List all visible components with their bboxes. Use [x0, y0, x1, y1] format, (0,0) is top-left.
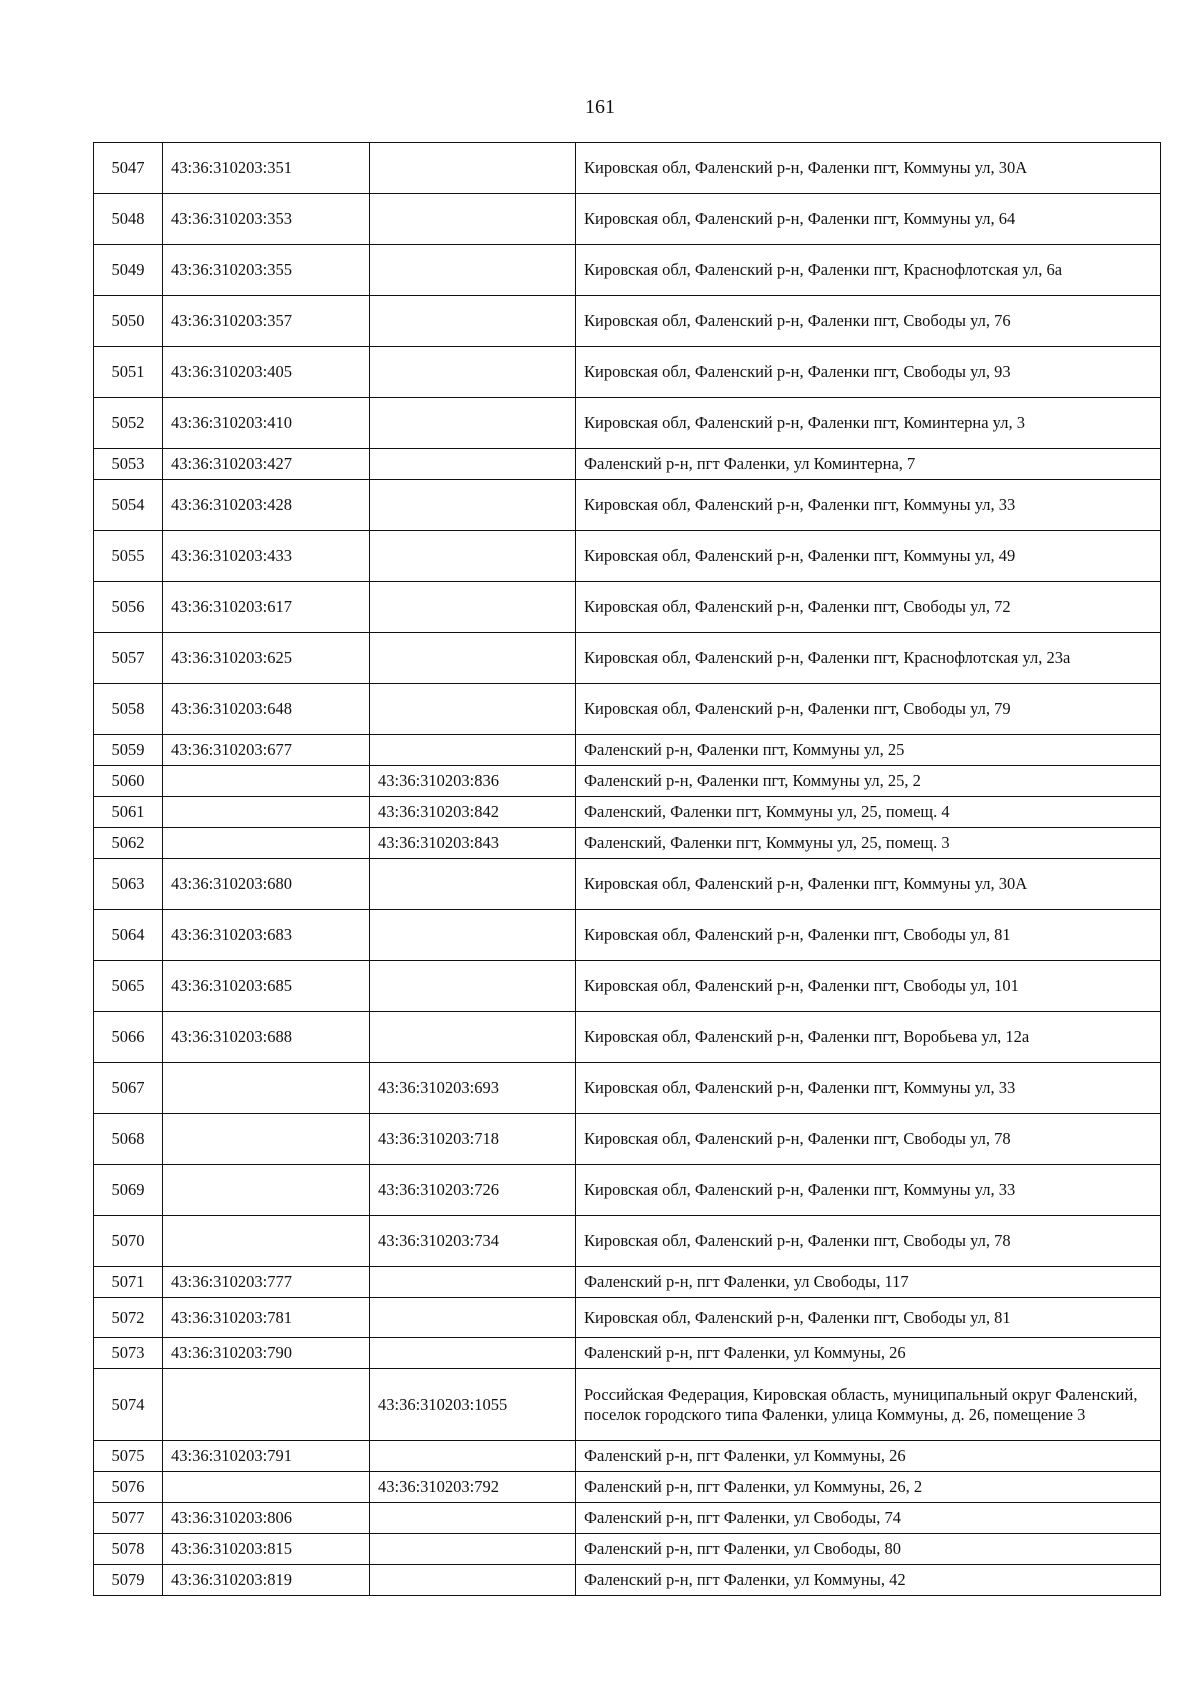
table-row	[94, 296, 1161, 347]
cadastral-number-cell: 43:36:310203:677	[163, 735, 370, 766]
address-cell: Кировская обл, Фаленский р-н, Фаленки пгт, Свободы ул, 78	[576, 1114, 1161, 1165]
table-row	[94, 735, 1161, 766]
address-cell: Кировская обл, Фаленский р-н, Фаленки пгт, Свободы ул, 93	[576, 347, 1161, 398]
address-cell: Кировская обл, Фаленский р-н, Фаленки пгт, Краснофлотская ул, 23а	[576, 633, 1161, 684]
cadastral-number-cell	[163, 1114, 370, 1165]
cadastral-number-cell: 43:36:310203:648	[163, 684, 370, 735]
object-number-cell: 43:36:310203:836	[370, 766, 576, 797]
table-row	[94, 531, 1161, 582]
row-number-cell: 5064	[94, 910, 163, 961]
address-cell: Кировская обл, Фаленский р-н, Фаленки пгт, Свободы ул, 101	[576, 961, 1161, 1012]
object-number-cell	[370, 245, 576, 296]
object-number-cell	[370, 859, 576, 910]
object-number-cell	[370, 398, 576, 449]
cadastral-number-cell	[163, 766, 370, 797]
table-row	[94, 398, 1161, 449]
cadastral-number-cell: 43:36:310203:777	[163, 1267, 370, 1298]
address-cell: Фаленский р-н, пгт Фаленки, ул Свободы, 80	[576, 1534, 1161, 1565]
row-number-cell: 5050	[94, 296, 163, 347]
row-number-cell: 5060	[94, 766, 163, 797]
cadastral-number-cell: 43:36:310203:405	[163, 347, 370, 398]
object-number-cell: 43:36:310203:1055	[370, 1369, 576, 1441]
cadastral-number-cell: 43:36:310203:357	[163, 296, 370, 347]
row-number-cell: 5079	[94, 1565, 163, 1596]
address-cell: Кировская обл, Фаленский р-н, Фаленки пгт, Коммуны ул, 33	[576, 1063, 1161, 1114]
row-number-cell: 5062	[94, 828, 163, 859]
row-number-cell: 5076	[94, 1472, 163, 1503]
cadastral-number-cell: 43:36:310203:685	[163, 961, 370, 1012]
row-number-cell: 5075	[94, 1441, 163, 1472]
table-row	[94, 1216, 1161, 1267]
object-number-cell	[370, 1338, 576, 1369]
table-row	[94, 766, 1161, 797]
cadastral-number-cell: 43:36:310203:781	[163, 1298, 370, 1338]
address-cell: Кировская обл, Фаленский р-н, Фаленки пгт, Коммуны ул, 33	[576, 1165, 1161, 1216]
address-cell: Кировская обл, Фаленский р-н, Фаленки пгт, Свободы ул, 79	[576, 684, 1161, 735]
row-number-cell: 5065	[94, 961, 163, 1012]
object-number-cell	[370, 735, 576, 766]
object-number-cell	[370, 1565, 576, 1596]
table-row	[94, 480, 1161, 531]
object-number-cell	[370, 910, 576, 961]
table-row	[94, 1298, 1161, 1338]
row-number-cell: 5077	[94, 1503, 163, 1534]
object-number-cell	[370, 194, 576, 245]
cadastral-number-cell: 43:36:310203:680	[163, 859, 370, 910]
cadastral-number-cell	[163, 828, 370, 859]
property-registry-table	[93, 142, 1161, 1596]
table-row	[94, 245, 1161, 296]
cadastral-number-cell: 43:36:310203:815	[163, 1534, 370, 1565]
row-number-cell: 5053	[94, 449, 163, 480]
address-cell: Кировская обл, Фаленский р-н, Фаленки пгт, Воробьева ул, 12а	[576, 1012, 1161, 1063]
cadastral-number-cell: 43:36:310203:790	[163, 1338, 370, 1369]
object-number-cell: 43:36:310203:693	[370, 1063, 576, 1114]
table-row	[94, 582, 1161, 633]
object-number-cell	[370, 1441, 576, 1472]
table-row	[94, 910, 1161, 961]
cadastral-number-cell: 43:36:310203:806	[163, 1503, 370, 1534]
row-number-cell: 5073	[94, 1338, 163, 1369]
table-row	[94, 1267, 1161, 1298]
cadastral-number-cell	[163, 1369, 370, 1441]
row-number-cell: 5048	[94, 194, 163, 245]
row-number-cell: 5068	[94, 1114, 163, 1165]
object-number-cell	[370, 684, 576, 735]
table-row	[94, 1165, 1161, 1216]
table-row	[94, 1534, 1161, 1565]
cadastral-number-cell	[163, 1165, 370, 1216]
row-number-cell: 5070	[94, 1216, 163, 1267]
table-row	[94, 1063, 1161, 1114]
row-number-cell: 5052	[94, 398, 163, 449]
address-cell: Кировская обл, Фаленский р-н, Фаленки пгт, Краснофлотская ул, 6а	[576, 245, 1161, 296]
address-cell: Кировская обл, Фаленский р-н, Фаленки пгт, Коммуны ул, 30А	[576, 143, 1161, 194]
object-number-cell: 43:36:310203:842	[370, 797, 576, 828]
object-number-cell	[370, 1267, 576, 1298]
cadastral-number-cell: 43:36:310203:355	[163, 245, 370, 296]
table-row	[94, 684, 1161, 735]
table-row	[94, 1012, 1161, 1063]
row-number-cell: 5054	[94, 480, 163, 531]
object-number-cell	[370, 480, 576, 531]
address-cell: Кировская обл, Фаленский р-н, Фаленки пгт, Свободы ул, 78	[576, 1216, 1161, 1267]
object-number-cell	[370, 296, 576, 347]
address-cell: Фаленский р-н, пгт Фаленки, ул Коммуны, 26	[576, 1338, 1161, 1369]
row-number-cell: 5049	[94, 245, 163, 296]
address-cell: Российская Федерация, Кировская область, муниципальный округ Фаленский, поселок городского типа Фаленки, улица Коммуны, д. 26, помещение 3	[576, 1369, 1161, 1441]
object-number-cell: 43:36:310203:734	[370, 1216, 576, 1267]
table-row	[94, 797, 1161, 828]
row-number-cell: 5058	[94, 684, 163, 735]
table-row	[94, 347, 1161, 398]
cadastral-number-cell	[163, 1472, 370, 1503]
table-row	[94, 1503, 1161, 1534]
row-number-cell: 5055	[94, 531, 163, 582]
object-number-cell	[370, 1534, 576, 1565]
row-number-cell: 5074	[94, 1369, 163, 1441]
address-cell: Кировская обл, Фаленский р-н, Фаленки пгт, Свободы ул, 81	[576, 910, 1161, 961]
object-number-cell	[370, 449, 576, 480]
row-number-cell: 5063	[94, 859, 163, 910]
row-number-cell: 5047	[94, 143, 163, 194]
table-row	[94, 194, 1161, 245]
address-cell: Фаленский р-н, пгт Фаленки, ул Коминтерна, 7	[576, 449, 1161, 480]
row-number-cell: 5061	[94, 797, 163, 828]
object-number-cell: 43:36:310203:726	[370, 1165, 576, 1216]
object-number-cell	[370, 1298, 576, 1338]
address-cell: Фаленский р-н, пгт Фаленки, ул Свободы, 117	[576, 1267, 1161, 1298]
cadastral-number-cell: 43:36:310203:433	[163, 531, 370, 582]
address-cell: Фаленский, Фаленки пгт, Коммуны ул, 25, помещ. 3	[576, 828, 1161, 859]
object-number-cell	[370, 961, 576, 1012]
address-cell: Фаленский р-н, Фаленки пгт, Коммуны ул, 25, 2	[576, 766, 1161, 797]
cadastral-number-cell: 43:36:310203:410	[163, 398, 370, 449]
address-cell: Фаленский р-н, пгт Фаленки, ул Свободы, 74	[576, 1503, 1161, 1534]
object-number-cell	[370, 1012, 576, 1063]
address-cell: Кировская обл, Фаленский р-н, Фаленки пгт, Коммуны ул, 33	[576, 480, 1161, 531]
row-number-cell: 5057	[94, 633, 163, 684]
object-number-cell	[370, 531, 576, 582]
cadastral-number-cell: 43:36:310203:428	[163, 480, 370, 531]
address-cell: Кировская обл, Фаленский р-н, Фаленки пгт, Коммуны ул, 49	[576, 531, 1161, 582]
address-cell: Кировская обл, Фаленский р-н, Фаленки пгт, Коминтерна ул, 3	[576, 398, 1161, 449]
address-cell: Кировская обл, Фаленский р-н, Фаленки пгт, Свободы ул, 81	[576, 1298, 1161, 1338]
address-cell: Фаленский р-н, пгт Фаленки, ул Коммуны, 26	[576, 1441, 1161, 1472]
cadastral-number-cell: 43:36:310203:683	[163, 910, 370, 961]
row-number-cell: 5066	[94, 1012, 163, 1063]
object-number-cell	[370, 143, 576, 194]
page-number: 161	[585, 96, 615, 118]
table-row	[94, 143, 1161, 194]
address-cell: Кировская обл, Фаленский р-н, Фаленки пгт, Свободы ул, 76	[576, 296, 1161, 347]
address-cell: Фаленский, Фаленки пгт, Коммуны ул, 25, помещ. 4	[576, 797, 1161, 828]
object-number-cell: 43:36:310203:843	[370, 828, 576, 859]
cadastral-number-cell: 43:36:310203:819	[163, 1565, 370, 1596]
table-row	[94, 449, 1161, 480]
row-number-cell: 5072	[94, 1298, 163, 1338]
row-number-cell: 5071	[94, 1267, 163, 1298]
table-row	[94, 828, 1161, 859]
address-cell: Фаленский р-н, Фаленки пгт, Коммуны ул, 25	[576, 735, 1161, 766]
table-row	[94, 1338, 1161, 1369]
object-number-cell	[370, 633, 576, 684]
table-row	[94, 633, 1161, 684]
cadastral-number-cell: 43:36:310203:625	[163, 633, 370, 684]
cadastral-number-cell: 43:36:310203:791	[163, 1441, 370, 1472]
address-cell: Фаленский р-н, пгт Фаленки, ул Коммуны, 26, 2	[576, 1472, 1161, 1503]
cadastral-number-cell	[163, 1063, 370, 1114]
table-row	[94, 1441, 1161, 1472]
table-row	[94, 859, 1161, 910]
cadastral-number-cell: 43:36:310203:688	[163, 1012, 370, 1063]
object-number-cell: 43:36:310203:718	[370, 1114, 576, 1165]
object-number-cell	[370, 1503, 576, 1534]
cadastral-number-cell: 43:36:310203:617	[163, 582, 370, 633]
object-number-cell	[370, 347, 576, 398]
cadastral-number-cell: 43:36:310203:427	[163, 449, 370, 480]
row-number-cell: 5067	[94, 1063, 163, 1114]
address-cell: Кировская обл, Фаленский р-н, Фаленки пгт, Коммуны ул, 30А	[576, 859, 1161, 910]
object-number-cell: 43:36:310203:792	[370, 1472, 576, 1503]
cadastral-number-cell: 43:36:310203:353	[163, 194, 370, 245]
cadastral-number-cell	[163, 1216, 370, 1267]
address-cell: Фаленский р-н, пгт Фаленки, ул Коммуны, 42	[576, 1565, 1161, 1596]
table-row	[94, 1369, 1161, 1441]
cadastral-number-cell: 43:36:310203:351	[163, 143, 370, 194]
table-row	[94, 1565, 1161, 1596]
row-number-cell: 5056	[94, 582, 163, 633]
row-number-cell: 5059	[94, 735, 163, 766]
table-body	[94, 143, 1161, 1596]
object-number-cell	[370, 582, 576, 633]
address-cell: Кировская обл, Фаленский р-н, Фаленки пгт, Свободы ул, 72	[576, 582, 1161, 633]
row-number-cell: 5078	[94, 1534, 163, 1565]
row-number-cell: 5051	[94, 347, 163, 398]
row-number-cell: 5069	[94, 1165, 163, 1216]
table-row	[94, 961, 1161, 1012]
cadastral-number-cell	[163, 797, 370, 828]
table-row	[94, 1114, 1161, 1165]
table-row	[94, 1472, 1161, 1503]
address-cell: Кировская обл, Фаленский р-н, Фаленки пгт, Коммуны ул, 64	[576, 194, 1161, 245]
